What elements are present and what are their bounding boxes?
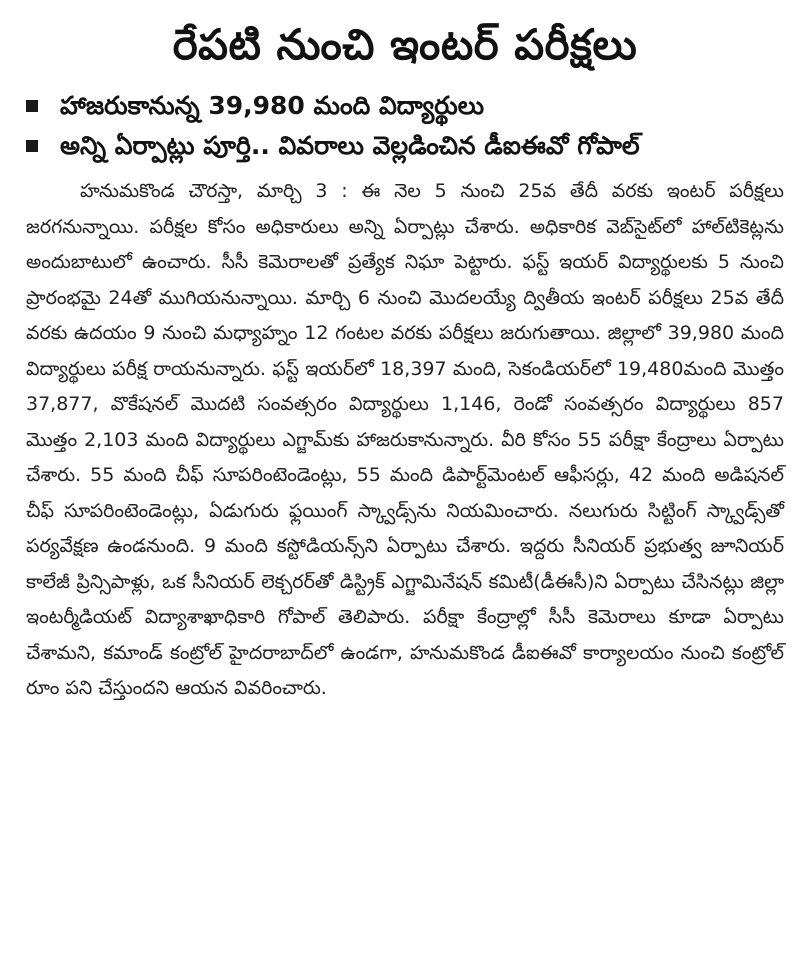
- subhead-text: అన్ని ఏర్పాట్లు పూర్తి.. వివరాలు వెల్లడించిన డీఐఈవో గోపాల్: [60, 131, 640, 160]
- subhead-text: హాజరుకానున్న 39,980 మంది విద్యార్థులు: [60, 91, 485, 120]
- subhead-list: [26, 86, 784, 166]
- square-bullet-icon: [26, 100, 38, 112]
- article-body: హనుమకొండ చౌరస్తా, మార్చి 3 : ఈ నెల 5 నుంచి 25వ తేదీ వరకు ఇంటర్ పరీక్షలు జరగనున్నాయి. పరీక్షల కోసం అధికారులు అన్ని ఏర్పాట్లు చేశారు. అధికారిక వెబ్‌సైట్‌లో హాల్‌టికెట్లను అందుబాటులో ఉంచారు. సీసీ కెమెరాలతో ప్రత్యేక నిఘా పెట్టారు. ఫస్ట్ ఇయర్ విద్యార్థులకు 5 నుంచి ప్రారంభమై 24తో ముగియనున్నాయి. మార్చి 6 నుంచి మొదలయ్యే ద్వితీయ ఇంటర్ పరీక్షలు 25వ తేదీ వరకు ఉదయం 9 నుంచి మధ్యాహ్నం 12 గంటల వరకు పరీక్షలు జరుగుతాయి. జిల్లాలో 39,980 మంది విద్యార్థులు పరీక్ష రాయనున్నారు. ఫస్ట్ ఇయర్‌లో 18,397 మంది, సెకండియర్‌లో 19,480మంది మొత్తం 37,877, వొకేషనల్ మొదటి సంవత్సరం విద్యార్థులు 1,146, రెండో సంవత్సరం విద్యార్థులు 857 మొత్తం 2,103 మంది విద్యార్థులు ఎగ్జామ్‌కు హాజరుకానున్నారు. వీరి కోసం 55 పరీక్షా కేంద్రాలు ఏర్పాటు చేశారు. 55 మంది చీఫ్ సూపరింటెండెంట్లు, 55 మంది డిపార్ట్‌మెంటల్ ఆఫీసర్లు, 42 మంది అడిషనల్ చీఫ్ సూపరింటెండెంట్లు, ఏడుగురు ఫ్లయింగ్ స్క్వాడ్స్‌ను నియమించారు. నలుగురు సిట్టింగ్ స్క్వాడ్స్‌తో పర్యవేక్షణ ఉండనుంది. 9 మంది కస్టోడియన్స్‌ని ఏర్పాటు చేశారు. ఇద్దరు సీనియర్ ప్రభుత్వ జూనియర్ కాలేజీ ప్రిన్సిపాళ్లు, ఒక సీనియర్ లెక్చరర్‌తో డిస్ట్రిక్ ఎగ్జామినేషన్ కమిటీ(డీఈసీ)ని ఏర్పాటు చేసినట్లు జిల్లా ఇంటర్మీడియట్ విద్యాశాఖాధికారి గోపాల్ తెలిపారు. పరీక్షా కేంద్రాల్లో సీసీ కెమెరాలు కూడా ఏర్పాటు చేశామని, కమాండ్ కంట్రోల్ హైదరాబాద్‌లో ఉండగా, హనుమకొండ డీఐఈవో కార్యాలయం నుంచి కంట్రోల్ రూం పని చేస్తుందని ఆయన వివరించారు.: [26, 180, 784, 699]
- subhead-item: [26, 126, 784, 166]
- subhead-item: [26, 86, 784, 126]
- article-headline: రేపటి నుంచి ఇంటర్ పరీక్షలు: [172, 20, 638, 69]
- square-bullet-icon: [26, 140, 38, 152]
